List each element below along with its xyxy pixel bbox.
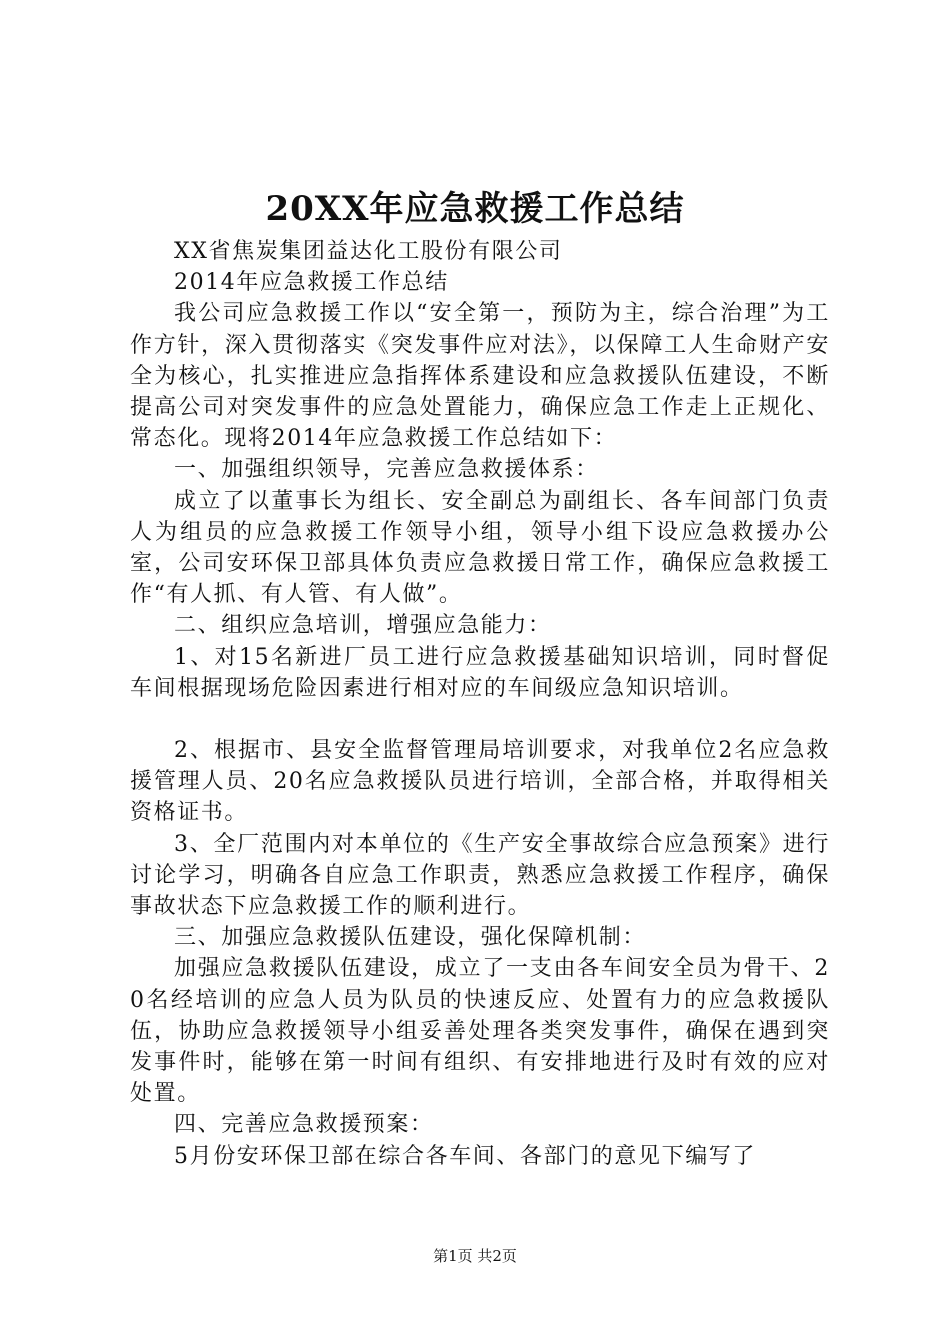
section-heading-4: 四、完善应急救援预案： xyxy=(174,1112,434,1138)
report-subtitle-line: 2014年应急救援工作总结 xyxy=(174,270,449,296)
section-1-paragraph: 成立了以董事长为组长、安全副总为副组长、各车间部门负责人为组员的应急救援工作领导小组，领导小组下设应急救援办公室，公司安环保卫部具体负责应急救援日常工作，确保应急救援工作“有人抓、有人管、有人做”。 xyxy=(130,488,830,608)
section-heading-2: 二、组织应急培训，增强应急能力： xyxy=(174,613,552,639)
company-name-line: XX省焦炭集团益达化工股份有限公司 xyxy=(174,239,563,264)
training-item-1: 1、对15名新进厂员工进行应急救援基础知识培训，同时督促车间根据现场危险因素进行相对应的车间级应急知识培训。 xyxy=(130,644,830,701)
section-heading-1: 一、加强组织领导，完善应急救援体系： xyxy=(174,457,599,483)
section-heading-3: 三、加强应急救援队伍建设，强化保障机制： xyxy=(174,925,647,951)
document-title: 20XX年应急救援工作总结 xyxy=(265,189,685,229)
document-body xyxy=(130,236,830,1172)
training-item-2: 2、根据市、县安全监督管理局培训要求，对我单位2名应急救援管理人员、20名应急救援队员进行培训，全部合格，并取得相关资格证书。 xyxy=(130,738,830,826)
intro-paragraph: 我公司应急救援工作以“安全第一，预防为主，综合治理”为工作方针，深入贯彻落实《突发事件应对法》，以保障工人生命财产安全为核心，扎实推进应急指挥体系建设和应急救援队伍建设，不断提高公司对突发事件的应急处置能力，确保应急工作走上正规化、常态化。现将2014年应急救援工作总结如下： xyxy=(130,301,830,452)
section-3-paragraph: 加强应急救援队伍建设，成立了一支由各车间安全员为骨干、20名经培训的应急人员为队员的快速反应、处置有力的应急救援队伍，协助应急救援领导小组妥善处理各类突发事件，确保在遇到突发事件时，能够在第一时间有组织、有安排地进行及时有效的应对处置。 xyxy=(130,956,830,1107)
section-4-paragraph: 5月份安环保卫部在综合各车间、各部门的意见下编写了 xyxy=(174,1143,756,1169)
page-number-footer: 第1页 共2页 xyxy=(433,1247,517,1265)
training-item-3: 3、全厂范围内对本单位的《生产安全事故综合应急预案》进行讨论学习，明确各自应急工作职责，熟悉应急救援工作程序，确保事故状态下应急救援工作的顺利进行。 xyxy=(130,831,830,920)
